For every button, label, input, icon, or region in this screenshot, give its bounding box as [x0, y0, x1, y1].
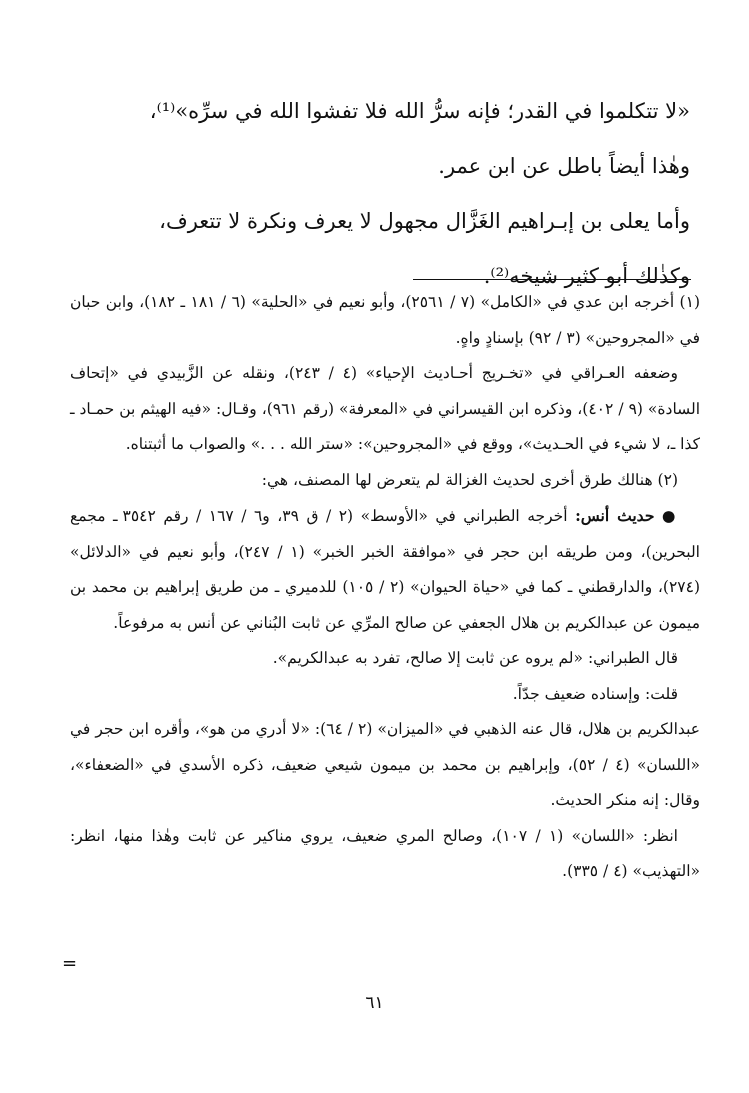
hadith-anas-paragraph	[70, 498, 700, 641]
continuation-mark: =	[62, 953, 78, 974]
narrator-note: عبدالكريم بن هلال، قال عنه الذهبي في «الميزان» (٢ / ٦٤): «لا أدري من هو»، وأقره ابن حجر في «اللسان» (٤ / ٥٢)، وإبراهيم بن محمد بن ميمون شيعي ضعيف، ذكره الأسدي في «الضعفاء»، وقال: إنه منكر الحديث.	[70, 720, 701, 809]
main-line: وكذٰلك أبو كثير شيخه⁽²⁾.	[483, 264, 690, 288]
tabarani-quote: قال الطبراني: «لم يروه عن ثابت إلا صالح، تفرد به عبدالكريم».	[272, 649, 678, 667]
main-text	[70, 84, 690, 304]
bullet-icon: ●	[661, 507, 679, 525]
author-comment: قلت: وإسناده ضعيف جدّاً.	[512, 684, 678, 703]
footnote-2: (٢) هنالك طرق أخرى لحديث الغزالة لم يتعرض لها المصنف، هي:	[261, 470, 678, 489]
page-number: ٦١	[365, 993, 384, 1013]
footnotes	[70, 285, 700, 890]
reference-note: انظر: «اللسان» (١ / ١٠٧)، وصالح المري ضعيف، يروي مناكير عن ثابت وهٰذا منها، انظر: «التهذيب» (٤ / ٣٣٥).	[70, 826, 700, 880]
main-line: وهٰذا أيضاً باطل عن ابن عمر.	[438, 154, 690, 178]
footnote-1: (١) أخرجه ابن عدي في «الكامل» (٧ / ٢٥٦١)، وأبو نعيم في «الحلية» (٦ / ١٨١ ـ ١٨٢)، وابن حبان في «المجروحين» (٣ / ٩٢) بإسنادٍ واهٍ.	[70, 293, 700, 347]
hadith-anas-text: أخرجه الطبراني في «الأوسط» (٢ / ق ٣٩، و٦ / ١٦٧ / رقم ٣٥٤٢ ـ مجمع البحرين)، ومن طريقه ابن حجر في «موافقة الخبر الخبر» (١ / ٢٤٧)، وأبو نعيم في «الدلائل» (٢٧٤)، والدارقطني ـ كما في «حياة الحيوان» (٢ / ١٠٥) للدميري ـ من طريق إبراهيم بن محمد بن ميمون عن عبدالكريم بن هلال الجعفي عن صالح المرِّي عن ثابت البُناني عن أنس به مرفوعاً.	[70, 507, 700, 632]
footnote-1-continued: وضعفه العـراقي في «تخـريج أحـاديث الإحياء» (٤ / ٢٤٣)، ونقله عن الزَّبيدي في «إتحاف السادة» (٩ / ٤٠٢)، وذكره ابن القيسراني في «المعرفة» (رقم ٩٦١)، وقـال: «فيه الهيثم بن حمـاد ـ كذا ـ، لا شيء في الحـديث»، ووقع في «المجروحين»: «ستر الله . . .» والصواب ما أثبتناه.	[70, 364, 701, 453]
main-line: وأما يعلى بن إبـراهيم الغَزَّال مجهول لا يعرف ونكرة لا تتعرف،	[159, 209, 690, 233]
main-line: «لا تتكلموا في القدر؛ فإنه سرُّ الله فلا تفشوا الله في سرِّه»⁽¹⁾،	[149, 99, 690, 123]
hadith-anas-label: حديث أنس:	[575, 506, 655, 525]
footnote-divider	[413, 279, 691, 280]
